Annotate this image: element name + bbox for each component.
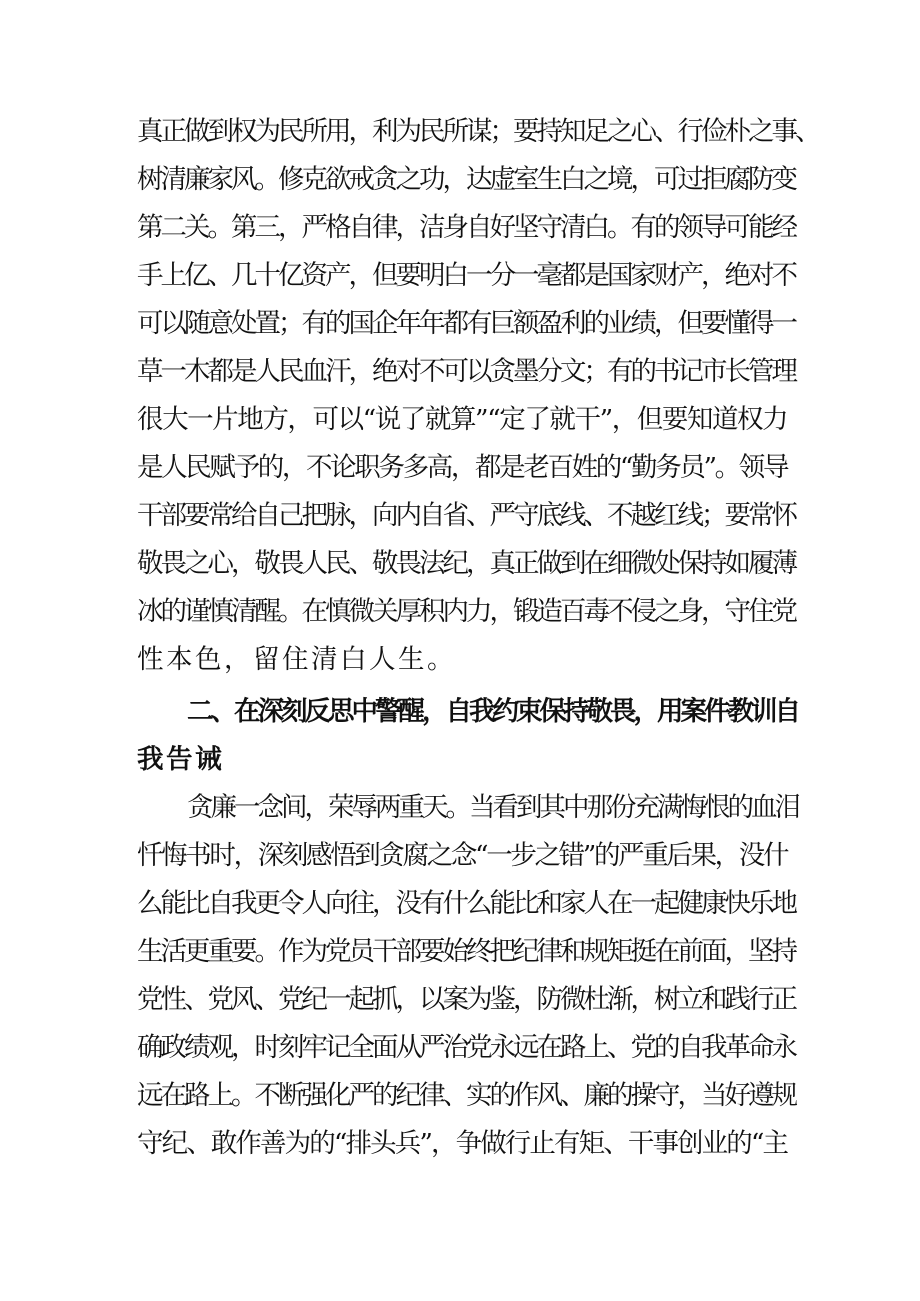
section-heading: 二、在深刻反思中警醒，自我约束保持敬畏，用案件教训自 [187,696,798,727]
text-line: 第二关。第三，严格自律，洁身自好坚守清白。有的领导可能经 [137,212,795,243]
text-line: 草一木都是人民血汗，绝对不可以贪墨分文；有的书记市长管理 [137,356,795,387]
text-line: 冰的谨慎清醒。在慎微关厚积内力，锻造百毒不侵之身，守住党 [137,596,795,627]
text-line: 么能比自我更令人向往，没有什么能比和家人在一起健康快乐地 [137,888,795,919]
text-line: 真正做到权为民所用，利为民所谋；要持知足之心、行俭朴之事、 [137,116,819,147]
text-line: 守纪、敢作善为的“排头兵”，争做行止有矩、干事创业的“主 [137,1128,788,1159]
text-line: 是人民赋予的，不论职务多高，都是老百姓的“勤务员”。领导 [137,452,788,483]
text-line: 确政绩观，时刻牢记全面从严治党永远在路上、党的自我革命永 [137,1032,795,1063]
text-line: 树清廉家风。修克欲戒贪之功，达虚室生白之境，可过拒腐防变 [137,164,795,195]
text-line: 很大一片地方，可以“说了就算”“定了就干”，但要知道权力 [137,404,788,435]
text-line: 干部要常给自己把脉，向内自省、严守底线、不越红线；要常怀 [137,500,795,531]
text-line: 贪廉一念间，荣辱两重天。当看到其中那份充满悔恨的血泪 [187,792,798,823]
text-line: 手上亿、几十亿资产，但要明白一分一毫都是国家财产，绝对不 [137,260,795,291]
text-line: 性本色，留住清白人生。 [137,644,456,675]
text-line: 忏悔书时，深刻感悟到贪腐之念“一步之错”的严重后果，没什 [137,840,788,871]
text-line: 远在路上。不断强化严的纪律、实的作风、廉的操守，当好遵规 [137,1080,795,1111]
text-line: 党性、党风、党纪一起抓，以案为鉴，防微杜渐，树立和践行正 [137,984,795,1015]
text-line: 生活更重要。作为党员干部要始终把纪律和规矩挺在前面，坚持 [137,936,795,967]
section-heading-cont: 我告诫 [137,744,224,775]
text-line: 敬畏之心，敬畏人民、敬畏法纪，真正做到在细微处保持如履薄 [137,548,795,579]
text-line: 可以随意处置；有的国企年年都有巨额盈利的业绩，但要懂得一 [137,308,795,339]
